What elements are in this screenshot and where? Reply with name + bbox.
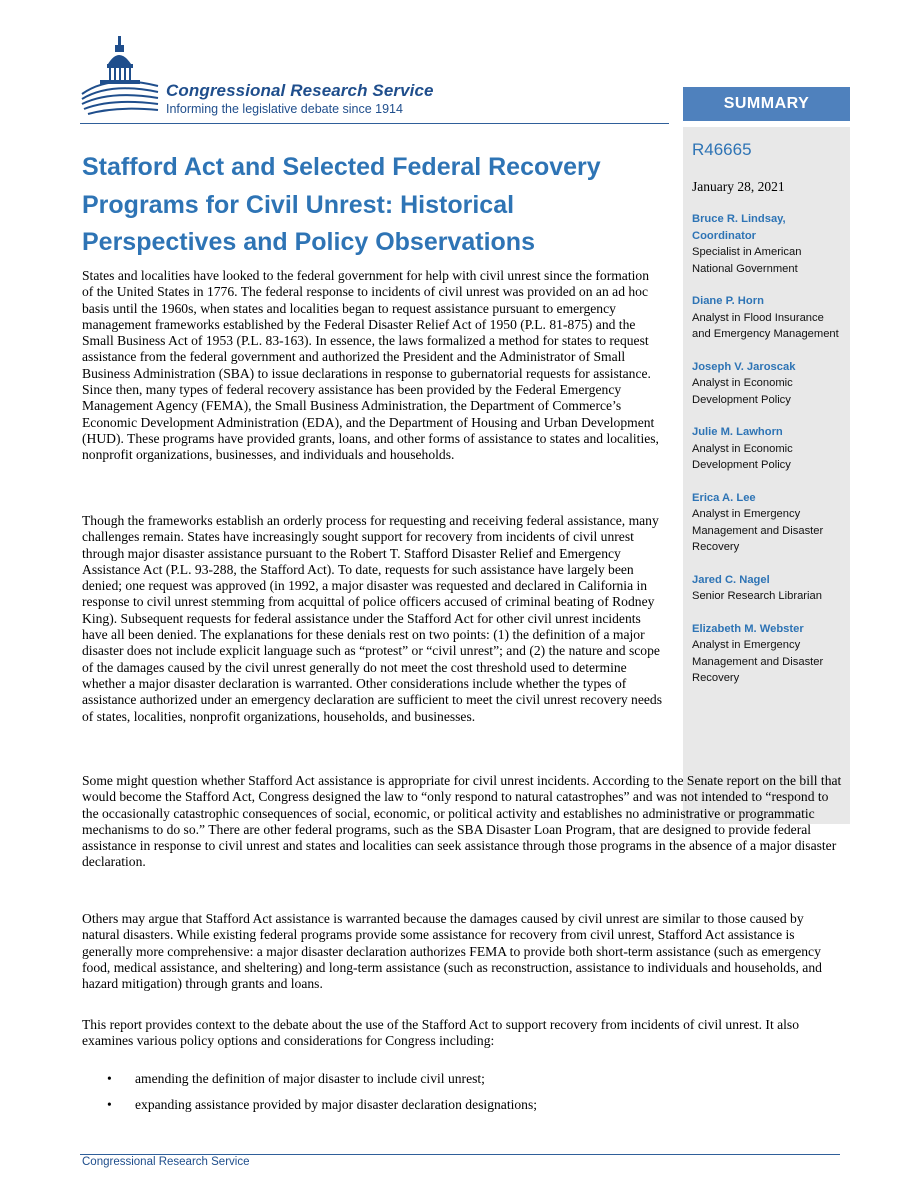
report-number: R46665 [692,140,752,159]
policy-options-list [107,1071,837,1124]
author-name: Diane P. Horn [692,295,764,307]
org-name: Congressional Research Service [166,81,434,100]
summary-paragraph: Some might question whether Stafford Act assistance is appropriate for civil unrest incidents. According to the Senate report on the bill that would become the Stafford Act, Congress designed the law to “only respond to natural catastrophes” and was not intended to “respond to the occasionally catastrophic consequences of social, economic, or political activity and establishes no administrative or programmatic mechanisms to do so.” There are other federal programs, such as the SBA Disaster Loan Program, that are designed to provide federal assistance in response to civil unrest and states and localities can seek assistance through those programs in the absence of a major disaster declaration. [82,773,842,870]
author-name: Jared C. Nagel [692,573,770,586]
bullet-icon: • [107,1071,112,1086]
author-title: Analyst in Economic Development Policy [692,442,793,471]
list-item-text: expanding assistance provided by major disaster declaration designations; [135,1097,538,1113]
author-entry [692,572,844,605]
list-item [107,1097,837,1113]
bullet-icon: • [107,1097,112,1113]
header-divider [80,123,669,124]
author-entry [692,424,844,474]
capitol-dome-icon [80,34,162,122]
org-tagline: Informing the legislative debate since 1914 [166,102,403,116]
author-entry [692,490,844,556]
author-title: Specialist in American National Government [692,246,802,275]
summary-paragraph: States and localities have looked to the federal government for help with civil unrest since the formation of the United States in 1776. The federal response to incidents of civil unrest was provided on an ad hoc basis until the 1960s, when states and localities began to request assistance pursuant to emergency management frameworks established by the Federal Disaster Relief Act of 1950 (P.L. 81-875) and the Small Business Act of 1953 (P.L. 83-163). In essence, the laws formalized a method for states to request assistance from the federal government and authorized the President and the Administrator of Small Business Administration (SBA) to issue declarations in response to gubernatorial requests for assistance. Since then, many types of federal recovery assistance has been provided by the Federal Emergency Management Agency (FEMA), the Small Business Administration, the Department of Commerce’s Economic Development Administration (EDA), and the Department of Housing and Urban Development (HUD). These programs have provided grants, loans, and other forms of assistance to states and localities, nonprofit organizations, businesses, and individuals and households. [82,268,659,463]
footer-text: Congressional Research Service [82,1156,250,1168]
author-title: Senior Research Librarian [692,590,822,602]
summary-heading: SUMMARY [683,87,850,121]
author-name: Julie M. Lawhorn [692,426,783,438]
author-title: Analyst in Economic Development Policy [692,377,793,406]
report-date: January 28, 2021 [692,179,785,194]
author-entry [692,359,844,409]
crs-logo [80,34,480,124]
report-title: Stafford Act and Selected Federal Recovery Programs for Civil Unrest: Historical Perspectives and Policy Observations [82,153,601,256]
footer-divider [80,1154,840,1155]
summary-paragraph: This report provides context to the debate about the use of the Stafford Act to support recovery from incidents of civil unrest. It also examines various policy options and considerations for Congress including: [82,1017,800,1049]
list-item [107,1071,837,1087]
author-title: Analyst in Emergency Management and Disaster Recovery [692,508,824,553]
summary-sidebar [683,127,850,824]
author-entry [692,211,844,277]
author-name: Erica A. Lee [692,491,756,504]
author-name: Bruce R. Lindsay, [692,213,786,225]
list-item-text: amending the definition of major disaster to include civil unrest; [135,1071,485,1086]
author-title: Analyst in Flood Insurance and Emergency Management [692,311,839,340]
author-title: Analyst in Emergency Management and Disaster Recovery [692,639,824,684]
author-role: Coordinator [692,229,757,242]
author-name: Elizabeth M. Webster [692,622,804,635]
author-entry [692,293,844,343]
author-entry [692,621,844,687]
summary-paragraph: Others may argue that Stafford Act assistance is warranted because the damages caused by civil unrest are similar to those caused by natural disasters. While existing federal programs provide some assistance for recovery from civil unrest, Stafford Act assistance is generally more comprehensive: a major disaster declaration authorizes FEMA to provide both short-term assistance (such as emergency food, medical assistance, and sheltering) and long-term assistance (such as reconstruction, assistance to individuals and households, and hazard mitigation) through grants and loans. [82,911,822,992]
author-name: Joseph V. Jaroscak [692,360,796,373]
summary-paragraph: Though the frameworks establish an orderly process for requesting and receiving federal assistance, many challenges remain. States have increasingly sought support for recovery from incidents of civil unrest through major disaster assistance pursuant to the Robert T. Stafford Disaster Relief and Emergency Assistance Act (P.L. 93-288, the Stafford Act). To date, requests for such assistance have largely been denied; one request was approved (in 1992, a major disaster was requested and declared in California in response to civil unrest stemming from acquittal of police officers accused of criminal beating of Rodney King). Subsequent requests for federal assistance under the Stafford Act for other civil unrest incidents have all been denied. The explanations for these denials rest on two points: (1) the definition of a major disaster does not include explicit language such as “protest” or “civil unrest”; and (2) the nature and scope of the damages caused by the civil unrest generally do not meet the cost threshold used to determine whether a major disaster declaration is warranted. Other considerations include whether the types of assistance authorized under an emergency declaration are sufficient to meet the civil unrest recovery needs of states, localities, nonprofit organizations, households, and businesses. [82,513,663,724]
